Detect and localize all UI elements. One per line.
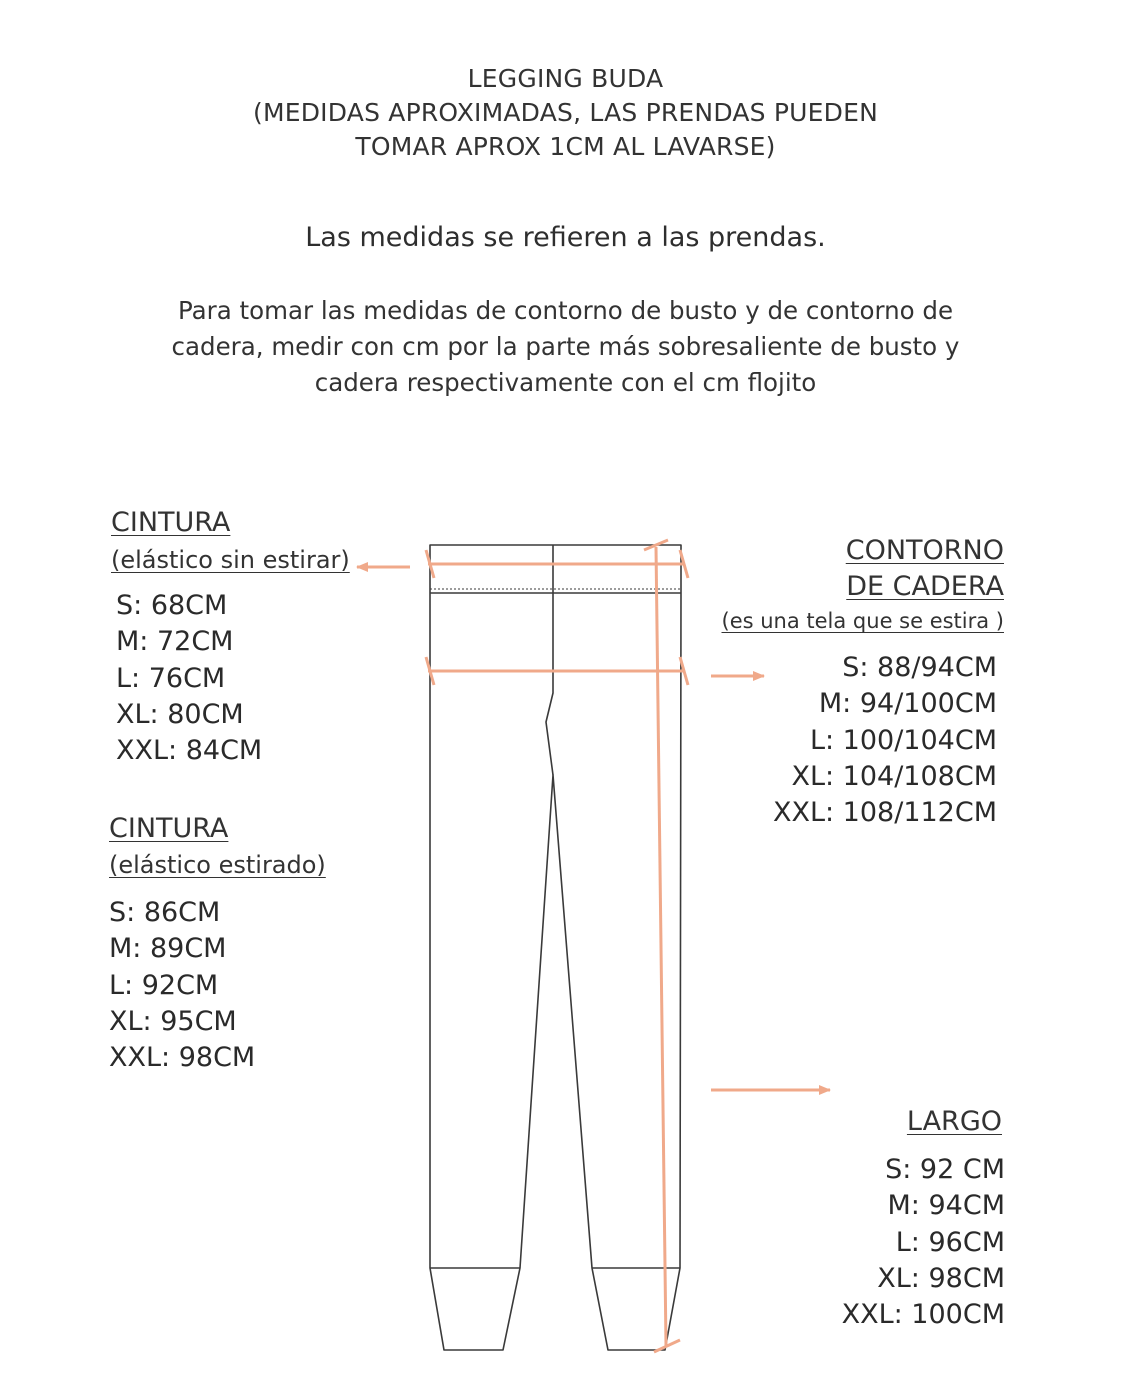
size-row: XXL: 84CM: [116, 735, 263, 767]
size-row: L: 100/104CM: [809, 724, 997, 756]
cintura-stretched-sizes: [109, 895, 255, 1076]
cadera-heading-line-1: CONTORNO: [845, 535, 1004, 566]
instructions-line-2: cadera, medir con cm por la parte más sobresaliente de busto y: [171, 332, 960, 361]
title-note-line-2: TOMAR APROX 1CM AL LAVARSE): [355, 132, 776, 161]
size-row: S: 92 CM: [885, 1154, 1005, 1185]
size-row: M: 72CM: [116, 626, 234, 658]
size-row: M: 94CM: [887, 1190, 1005, 1222]
cintura-relaxed-note: (elástico sin estirar): [111, 546, 350, 574]
size-row: XL: 95CM: [109, 1005, 237, 1037]
size-row: XL: 104/108CM: [791, 760, 997, 792]
center-seam: [546, 545, 553, 775]
largo-heading: LARGO: [906, 1106, 1002, 1137]
measurement-lines: [357, 540, 830, 1352]
size-row: XL: 98CM: [877, 1262, 1005, 1294]
size-row: L: 96CM: [895, 1226, 1005, 1258]
cadera-sizes: [773, 650, 997, 831]
instructions-line-3: cadera respectivamente con el cm flojito: [314, 368, 817, 397]
size-row: L: 92CM: [109, 969, 219, 1001]
page-title: LEGGING BUDA: [467, 64, 664, 93]
instructions-line-1: Para tomar las medidas de contorno de busto y de contorno de: [177, 296, 954, 325]
size-row: M: 94/100CM: [818, 688, 997, 720]
subtitle: Las medidas se refieren a las prendas.: [305, 222, 826, 253]
size-row: XXL: 98CM: [109, 1042, 256, 1074]
cintura-relaxed-heading: CINTURA: [111, 507, 231, 538]
size-row: L: 76CM: [116, 662, 226, 694]
cadera-note: (es una tela que se estira ): [721, 609, 1004, 633]
cintura-relaxed-sizes: [116, 588, 262, 769]
largo-sizes: [842, 1152, 1005, 1333]
cintura-stretched-note: (elástico estirado): [109, 851, 326, 879]
legging-outer-shape: [430, 545, 681, 1350]
size-row: XL: 80CM: [116, 698, 244, 730]
size-row: XXL: 100CM: [841, 1299, 1005, 1331]
cintura-stretched-heading: CINTURA: [109, 813, 229, 844]
legging-outline: [430, 545, 681, 1350]
size-row: M: 89CM: [109, 933, 227, 965]
size-row: XXL: 108/112CM: [772, 797, 997, 829]
length-measure-line: [656, 547, 666, 1346]
cadera-heading-line-2: DE CADERA: [846, 571, 1004, 602]
size-row: S: 86CM: [109, 897, 221, 928]
size-row: S: 88/94CM: [842, 652, 997, 683]
title-note-line-1: (MEDIDAS APROXIMADAS, LAS PRENDAS PUEDEN: [253, 98, 878, 127]
size-row: S: 68CM: [116, 590, 228, 621]
